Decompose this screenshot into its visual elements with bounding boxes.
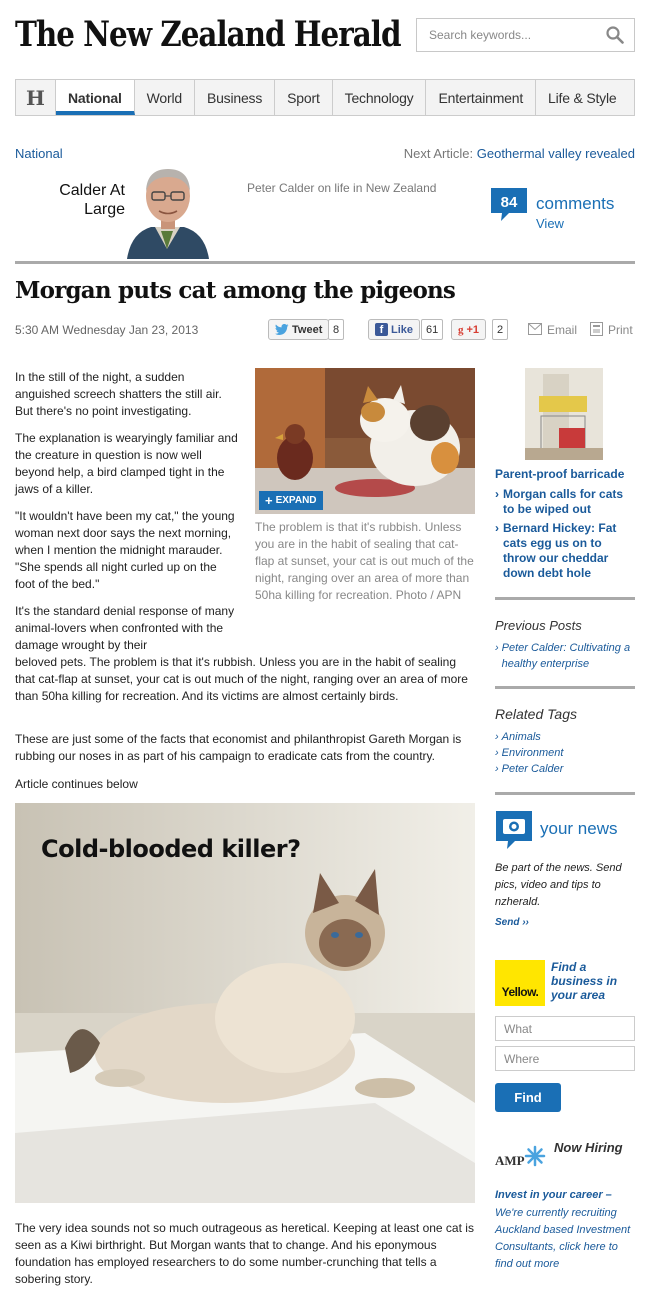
related-tags-heading: Related Tags	[495, 706, 577, 722]
tweet-label: Tweet	[292, 323, 323, 336]
google-plus-button[interactable]	[451, 319, 486, 340]
ragdoll-cat-photo	[15, 803, 475, 1203]
list-item	[495, 745, 563, 761]
search-input[interactable]	[417, 19, 597, 51]
sidebar-divider	[495, 792, 635, 795]
paragraph-3: "It wouldn't have been my cat," the young woman next door says the next morning, when I mention the midnight marauder. "She spends all night curled up on the foot of the bed."	[15, 509, 235, 591]
bullet-icon: ›	[495, 747, 499, 759]
column-tagline: Peter Calder on life in New Zealand	[247, 181, 437, 195]
image-overlay-text: Cold-blooded killer?	[41, 835, 301, 863]
columnist-portrait	[125, 161, 210, 259]
tag-animals[interactable]: Animals	[501, 731, 541, 743]
plus-count: 2	[492, 319, 508, 340]
previous-posts-heading: Previous Posts	[495, 618, 582, 633]
tab-entertainment[interactable]: Entertainment	[426, 80, 536, 115]
sidebar-divider	[495, 686, 635, 689]
paragraph-5: These are just some of the facts that economist and philanthropist Gareth Morgan is rubbing our noses in as part of his campaign to eradicate cats from the country.	[15, 732, 462, 763]
paragraph-1: In the still of the night, a sudden anguished screech shatters the still air. But there's no point investigating.	[15, 370, 222, 418]
site-logo[interactable]: The New Zealand Herald	[15, 14, 401, 55]
amp-invest-link[interactable]: Invest in your career –	[495, 1189, 612, 1201]
what-input[interactable]	[496, 1017, 634, 1040]
list-item	[495, 521, 635, 581]
list-item	[495, 487, 635, 517]
sidebar-related-list	[495, 487, 635, 581]
amp-now-hiring: Now Hiring	[554, 1140, 623, 1155]
what-field-wrap	[495, 1016, 635, 1041]
facebook-like-button[interactable]	[368, 319, 420, 340]
bullet-icon: ›	[495, 763, 499, 775]
amp-text[interactable]: We're currently recruiting Auckland based Investment Consultants, click here to find out more	[495, 1207, 631, 1270]
camera-icon[interactable]	[495, 810, 533, 850]
search-box	[416, 18, 635, 52]
paragraph-2: The explanation is wearyingly familiar and the creature in question is now well beyond help, a bird clamped tight in the jaws of a killer.	[15, 431, 238, 496]
expand-label: EXPAND	[275, 495, 317, 506]
tab-world[interactable]: World	[135, 80, 195, 115]
bullet-icon: ›	[495, 731, 499, 743]
your-news-send-link[interactable]: Send ››	[495, 917, 529, 928]
tab-sport[interactable]: Sport	[275, 80, 332, 115]
bullet-icon: ›	[495, 521, 499, 535]
email-icon[interactable]	[528, 323, 542, 335]
image-caption: The problem is that it's rubbish. Unless you are in the habit of sealing that cat-flap at sunset, your cat is out much of the night, ranging over an area of more than 50ha killing for recreation. Photo / APN	[255, 520, 474, 602]
tag-list	[495, 729, 563, 777]
sidebar-image-barricade[interactable]	[525, 368, 603, 460]
search-icon[interactable]	[606, 26, 624, 44]
article-dateline: 5:30 AM Wednesday Jan 23, 2013	[15, 323, 199, 337]
comments-view-link[interactable]: View	[536, 216, 564, 231]
your-news-title[interactable]: your news	[540, 819, 618, 838]
tweet-button[interactable]	[268, 319, 329, 340]
like-label: Like	[391, 323, 414, 336]
like-count: 61	[421, 319, 443, 340]
email-link[interactable]: Email	[547, 323, 578, 337]
facebook-icon: f	[375, 323, 388, 336]
previous-post-link[interactable]: Peter Calder: Cultivating a healthy enterprise	[501, 642, 631, 670]
twitter-bird-icon	[275, 324, 289, 335]
column-name-line2: Large	[84, 201, 125, 218]
yellow-logo[interactable]: Yellow.	[495, 960, 545, 1006]
where-field-wrap	[495, 1046, 635, 1071]
article-headline: Morgan puts cat among the pigeons	[15, 277, 456, 304]
next-article-link[interactable]: Geothermal valley revealed	[476, 146, 635, 161]
bullet-icon: ›	[495, 642, 499, 654]
paragraph-4-continued: beloved pets. The problem is that it's rubbish. Unless you are in the habit of sealing that cat-flap at sunset, your cat is out much of the night, ranging over an area of more than 50ha killing for recreation. And its victims are almost certainly birds.	[15, 655, 468, 703]
tag-environment[interactable]: Environment	[501, 747, 564, 759]
comments-link[interactable]: comments	[536, 194, 615, 213]
article-image-cold-blooded-killer	[15, 803, 475, 1203]
plus-icon: +	[265, 493, 273, 508]
tab-life-style[interactable]: Life & Style	[548, 89, 617, 106]
where-input[interactable]	[496, 1047, 634, 1070]
divider	[15, 261, 635, 264]
your-news-text: Be part of the news. Send pics, video and tips to nzherald.	[495, 862, 622, 908]
article-continues: Article continues below	[15, 777, 138, 791]
print-link[interactable]: Print	[608, 323, 633, 337]
paragraph-6: The very idea sounds not so much outrageous as heretical. Keeping at least one cat is seen as a Kiwi birthright. But Morgan wants that to change. And his eponymous foundation has employed researchers to do some number-crunching that tells a sobering story.	[15, 1221, 474, 1286]
plus-label: +1	[466, 323, 480, 336]
breadcrumb-section[interactable]: National	[15, 146, 63, 161]
column-name	[15, 181, 125, 219]
article-image-cat-bird[interactable]	[255, 368, 475, 514]
google-icon: g	[458, 323, 464, 336]
list-item	[495, 761, 563, 777]
list-item	[495, 729, 563, 745]
tweet-count: 8	[328, 319, 344, 340]
print-icon[interactable]	[590, 322, 603, 336]
list-item	[495, 640, 635, 672]
expand-button[interactable]	[259, 491, 323, 510]
next-article	[404, 146, 635, 161]
sidebar-related-title[interactable]: Parent-proof barricade	[495, 467, 625, 481]
tag-peter-calder[interactable]: Peter Calder	[501, 763, 564, 775]
find-button[interactable]: Find	[495, 1083, 561, 1112]
amp-star-icon	[524, 1145, 546, 1167]
related-link-1[interactable]: Morgan calls for cats to be wiped out	[503, 487, 624, 516]
column-name-line1: Calder At	[59, 182, 125, 199]
tab-technology[interactable]: Technology	[333, 80, 427, 115]
paragraph-4: It's the standard denial response of many animal-lovers when confronted with the damage wrought by their	[15, 604, 235, 652]
next-article-label: Next Article:	[403, 146, 474, 161]
yellow-tagline: Find a business in your area	[551, 960, 618, 1002]
bullet-icon: ›	[495, 487, 499, 501]
amp-logo[interactable]: AMP	[495, 1153, 525, 1168]
related-link-2[interactable]: Bernard Hickey: Fat cats egg us on to throw our cheddar down debt hole	[503, 521, 617, 580]
main-nav	[15, 79, 635, 116]
sidebar-divider	[495, 597, 635, 600]
tab-business[interactable]: Business	[195, 80, 275, 115]
barricade-photo	[525, 368, 603, 460]
comments-count[interactable]: 84	[500, 194, 518, 211]
tab-national[interactable]: National	[56, 80, 135, 115]
nav-home-logo[interactable]: H	[16, 80, 56, 115]
